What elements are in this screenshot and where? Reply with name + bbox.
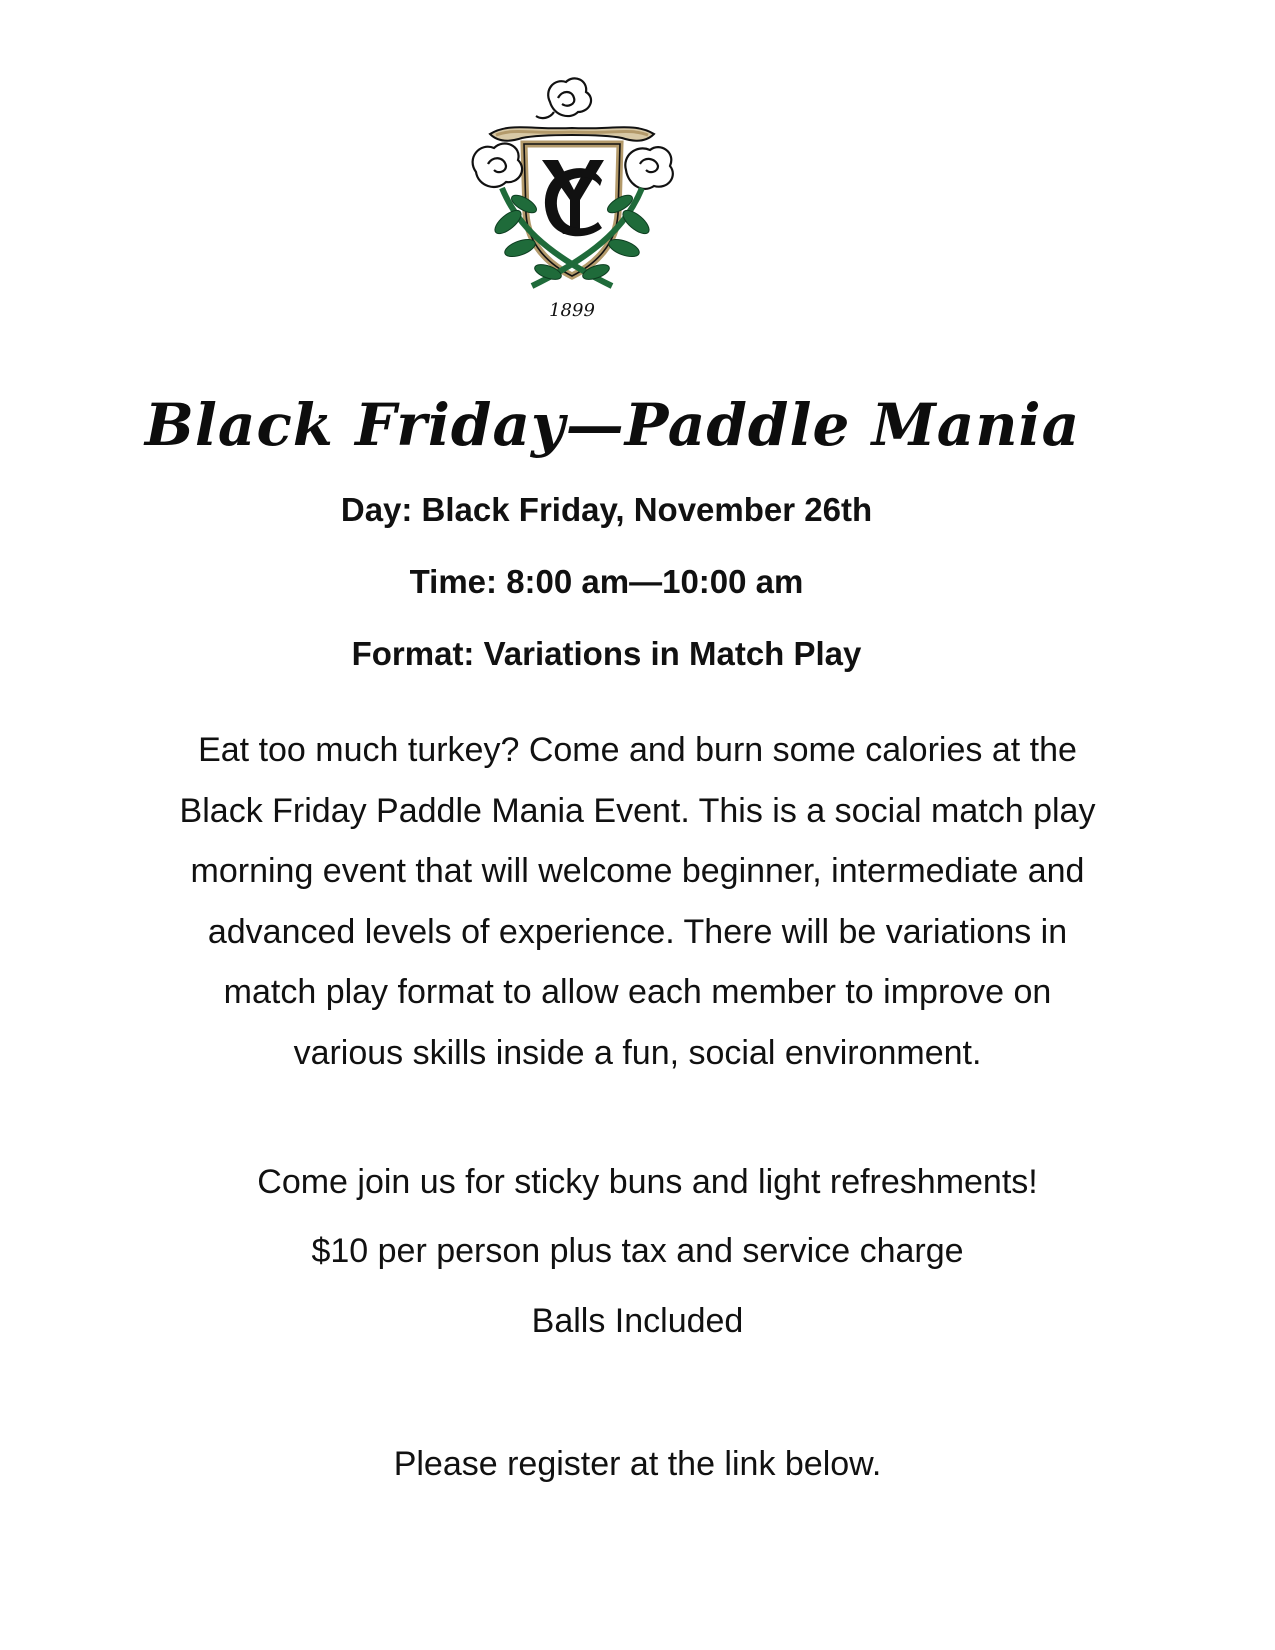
left-rose-icon <box>473 144 522 187</box>
description-line: morning event that will welcome beginner, intermediate and <box>190 852 1085 890</box>
description-line: Black Friday Paddle Mania Event. This is a social match play <box>179 791 1096 830</box>
top-rose-icon <box>536 78 591 118</box>
description-line: match play format to allow each member to improve on <box>223 973 1052 1011</box>
register-note: Please register at the link below. <box>393 1445 882 1483</box>
event-format: Format: Variations in Match Play <box>351 635 862 672</box>
description-line: Eat too much turkey? Come and burn some calories at the <box>198 731 1077 769</box>
right-rose-icon <box>625 147 673 189</box>
event-title: Black Friday—Paddle Mania <box>144 390 1081 459</box>
event-details <box>0 474 1275 690</box>
balls-note: Balls Included <box>531 1302 744 1340</box>
crest-icon <box>462 72 682 322</box>
event-time: Time: 8:00 am—10:00 am <box>409 563 804 600</box>
description-line: advanced levels of experience. There will be variations in <box>207 912 1068 951</box>
event-description <box>125 720 1150 1083</box>
price-note: $10 per person plus tax and service charge <box>311 1232 964 1270</box>
club-crest-logo <box>462 72 682 322</box>
refreshments-note: Come join us for sticky buns and light refreshments! <box>257 1163 1038 1201</box>
event-day: Day: Black Friday, November 26th <box>340 491 873 528</box>
description-line: various skills inside a fun, social environment. <box>293 1033 982 1072</box>
founding-year: 1899 <box>549 300 595 321</box>
